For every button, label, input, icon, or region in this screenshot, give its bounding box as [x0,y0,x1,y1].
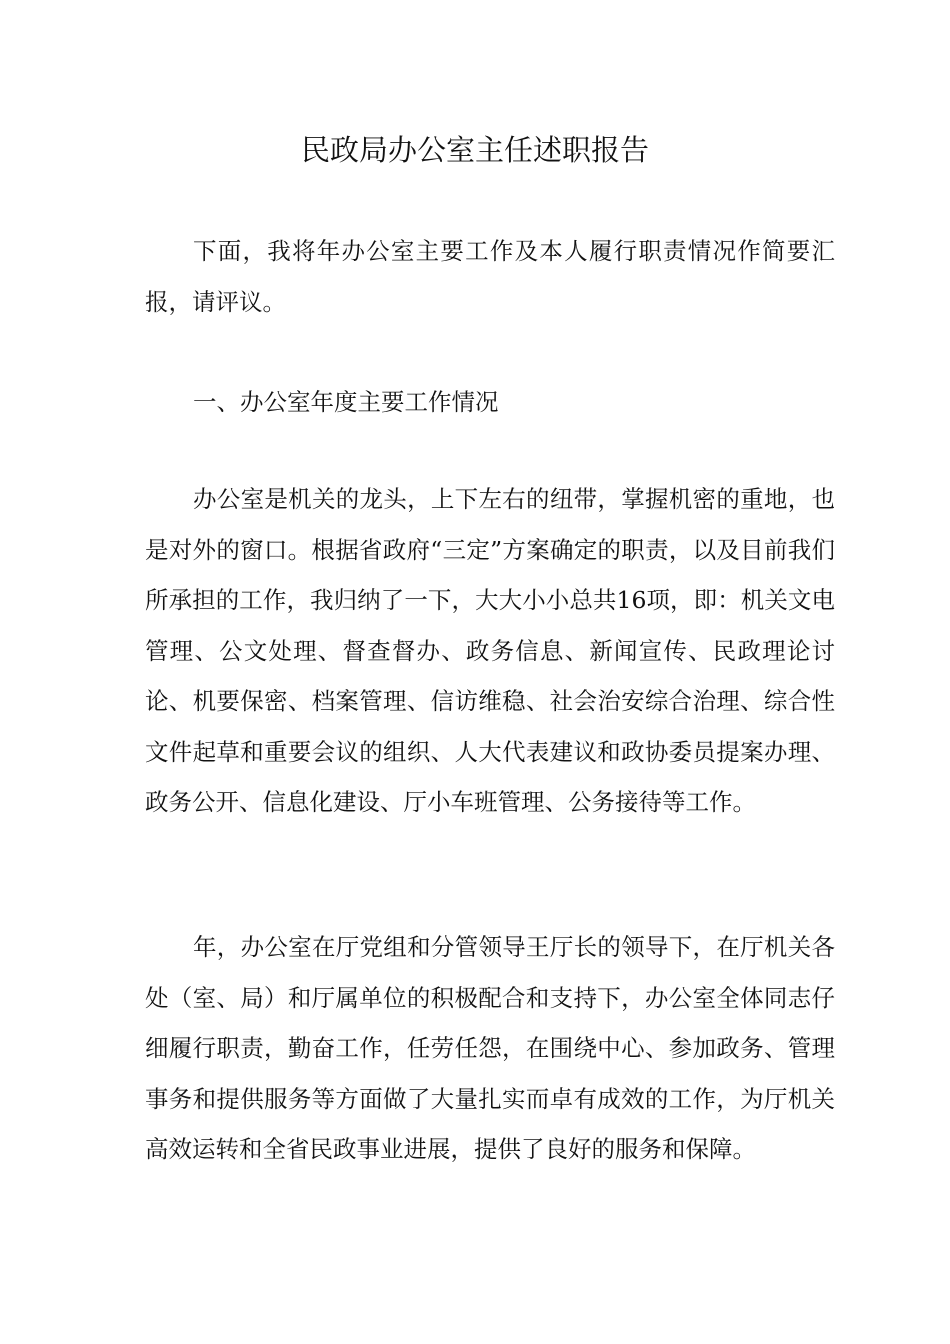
section-heading: 一、办公室年度主要工作情况 [193,388,499,416]
intro-paragraph: 下面，我将年办公室主要工作及本人履行职责情况作简要汇报，请评议。 [145,237,835,316]
body-paragraph-duties: 办公室是机关的龙头，上下左右的纽带，掌握机密的重地，也是对外的窗口。根据省政府“三定”方案确定的职责，以及目前我们所承担的工作，我归纳了一下，大大小小总共16项，即：机关文电管理、公文处理、督查督办、政务信息、新闻宣传、民政理论讨论、机要保密、档案管理、信访维稳、社会治安综合治理、综合性文件起草和重要会议的组织、人大代表建议和政协委员提案办理、政务公开、信息化建设、厅小车班管理、公务接待等工作。 [145,485,835,816]
document-title: 民政局办公室主任述职报告 [300,133,649,167]
body-paragraph-summary: 年，办公室在厅党组和分管领导王厅长的领导下，在厅机关各处（室、局）和厅属单位的积极配合和支持下，办公室全体同志仔细履行职责，勤奋工作，任劳任怨，在围绕中心、参加政务、管理事务和提供服务等方面做了大量扎实而卓有成效的工作，为厅机关高效运转和全省民政事业进展，提供了良好的服务和保障。 [145,933,835,1163]
